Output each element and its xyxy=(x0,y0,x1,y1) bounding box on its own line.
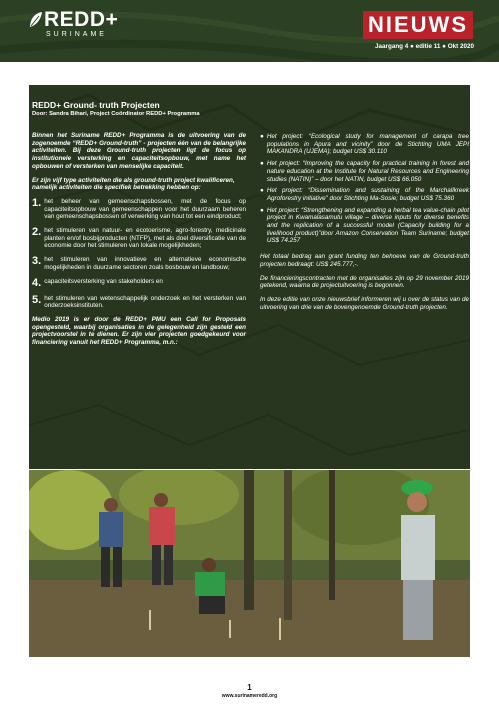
article-heading xyxy=(32,100,200,117)
activity-text: capaciteitsversterking van stakeholders en xyxy=(44,277,163,285)
closing-paragraph: In deze editie van onze nieuwsbrief informeren wij u over de status van de uitvoering van drie van de bovengenoemde Ground-truth projecten. xyxy=(260,295,469,311)
contracts-paragraph: De financieringscontracten met de organisaties zijn op 29 november 2019 getekend, waarna de projectuitvoering is begonnen. xyxy=(260,274,469,290)
activity-number: 4. xyxy=(32,276,42,289)
article-byline: Door: Sandra Bihari, Project Coördinator REDD+ Programma xyxy=(32,111,200,117)
project-item xyxy=(260,133,469,156)
project-text: Het project: “Improving the capacity for practical training in forest and nature education at the Institute for Natural Resources and Engineering studies (NATIN)” – door het NATIN, budget US$ 66.050 xyxy=(266,160,469,183)
bullet-icon: ● xyxy=(260,206,264,214)
project-item xyxy=(260,207,469,246)
project-text: Het project: “Ecological study for management of carapa tree populations in Apura and vicinity” door de Stichting UMA JEPI MAKANDRA (UJEMA); budget US$ 30.110 xyxy=(266,133,469,156)
leaf-icon xyxy=(28,11,44,29)
activity-number: 5. xyxy=(32,293,42,306)
bullet-icon: ● xyxy=(260,133,264,140)
project-item xyxy=(260,187,469,202)
activity-number: 3. xyxy=(32,255,42,268)
article-right-column xyxy=(260,133,469,317)
activity-text: het beheer van gemeenschapsbossen, met de focus op capaciteitsopbouw van gemeenschappen voor het duurzaam beheren van gemeenschapsbossen of verwerking van hout tot een eindproduct; xyxy=(44,197,246,221)
activity-item xyxy=(32,227,246,250)
activity-number: 2. xyxy=(32,226,42,239)
forest-photo xyxy=(29,470,470,657)
call-paragraph: Medio 2019 is er door de REDD+ PMU een Call for Proposals opengesteld, waarbij organisaties in de gelegenheid zijn gesteld een projectvoorstel in te dienen. Er zijn vier projecten goedgekeurd voor financiering vanuit het REDD+ Programma, m.n.: xyxy=(32,315,246,347)
activity-text: het stimuleren van innovatieve en alternatieve economische mogelijkheden in duurzame sectoren zoals bosbouw en landbouw; xyxy=(44,256,246,271)
article-left-column xyxy=(32,132,246,353)
total-paragraph: Het totaal bedrag aan grant funding ten behoeve van de Ground-truth projecten bedraagt: US$ 245.777,-. xyxy=(260,253,469,268)
lead-paragraph: Er zijn vijf type activiteiten die als ground-truth project kwalificeren, namelijk activiteiten die specifiek betrekking hebben op: xyxy=(32,176,235,192)
nieuws-badge: NIEUWS xyxy=(363,11,473,39)
project-text: Het project: “Strengthening and expanding a herbal tea value-chain pilot project in Kwamalasamutu village – diverse inputs for diverse benefits and the replication of a successful model (Capacity building for a livelihood product)”door Amazon Conservation Team Suriname; budget US$ 74.257 xyxy=(266,206,469,245)
article-title: REDD+ Ground- truth Projecten xyxy=(32,100,160,110)
logo-subtitle: SURINAME xyxy=(46,31,107,38)
activity-item xyxy=(32,198,246,221)
project-text: Het project: “Dissemination and sustaining of the Marchallkreek Agroforestry initiative” door Stichting Ma-Sosie; budget US$ 75.360 xyxy=(266,187,469,202)
website-link[interactable]: www.surinameredd.org xyxy=(221,693,278,699)
activity-text: het stimuleren van wetenschappelijk onderzoek en het versterken van onderzoeksinstituten. xyxy=(44,294,246,310)
intro-paragraph: Binnen het Suriname REDD+ Programma is de uitvoering van de zogenoemde “REDD+ Ground-truth” - projecten één van de belangrijke activiteiten. Bij deze Ground-truth projecten ligt de focus op institutionele versterking en capaciteitsopbouw, met name het opbouwen of versterken van menselijke capaciteit. xyxy=(32,132,246,170)
logo-wordmark: REDD+ xyxy=(44,8,119,31)
bullet-icon: ● xyxy=(260,187,264,195)
activity-item xyxy=(32,278,246,289)
activity-text: het stimuleren van natuur- en ecotoerisme, agro-forestry, medicinale planten en/of bosbijproducten (NTFP), met als doel diversificatie van de economie door het stimuleren van lokale mogelijkheden; xyxy=(44,227,246,250)
activity-item xyxy=(32,295,246,310)
bullet-icon: ● xyxy=(260,160,264,168)
activity-number: 1. xyxy=(32,196,42,209)
edition-info: Jaargang 4 ● editie 11 ● Okt 2020 xyxy=(375,43,474,50)
redd-logo xyxy=(30,10,118,38)
newsletter-header xyxy=(0,0,499,62)
project-item xyxy=(260,160,469,183)
activity-item xyxy=(32,256,246,271)
page-number: 1 xyxy=(247,683,252,692)
